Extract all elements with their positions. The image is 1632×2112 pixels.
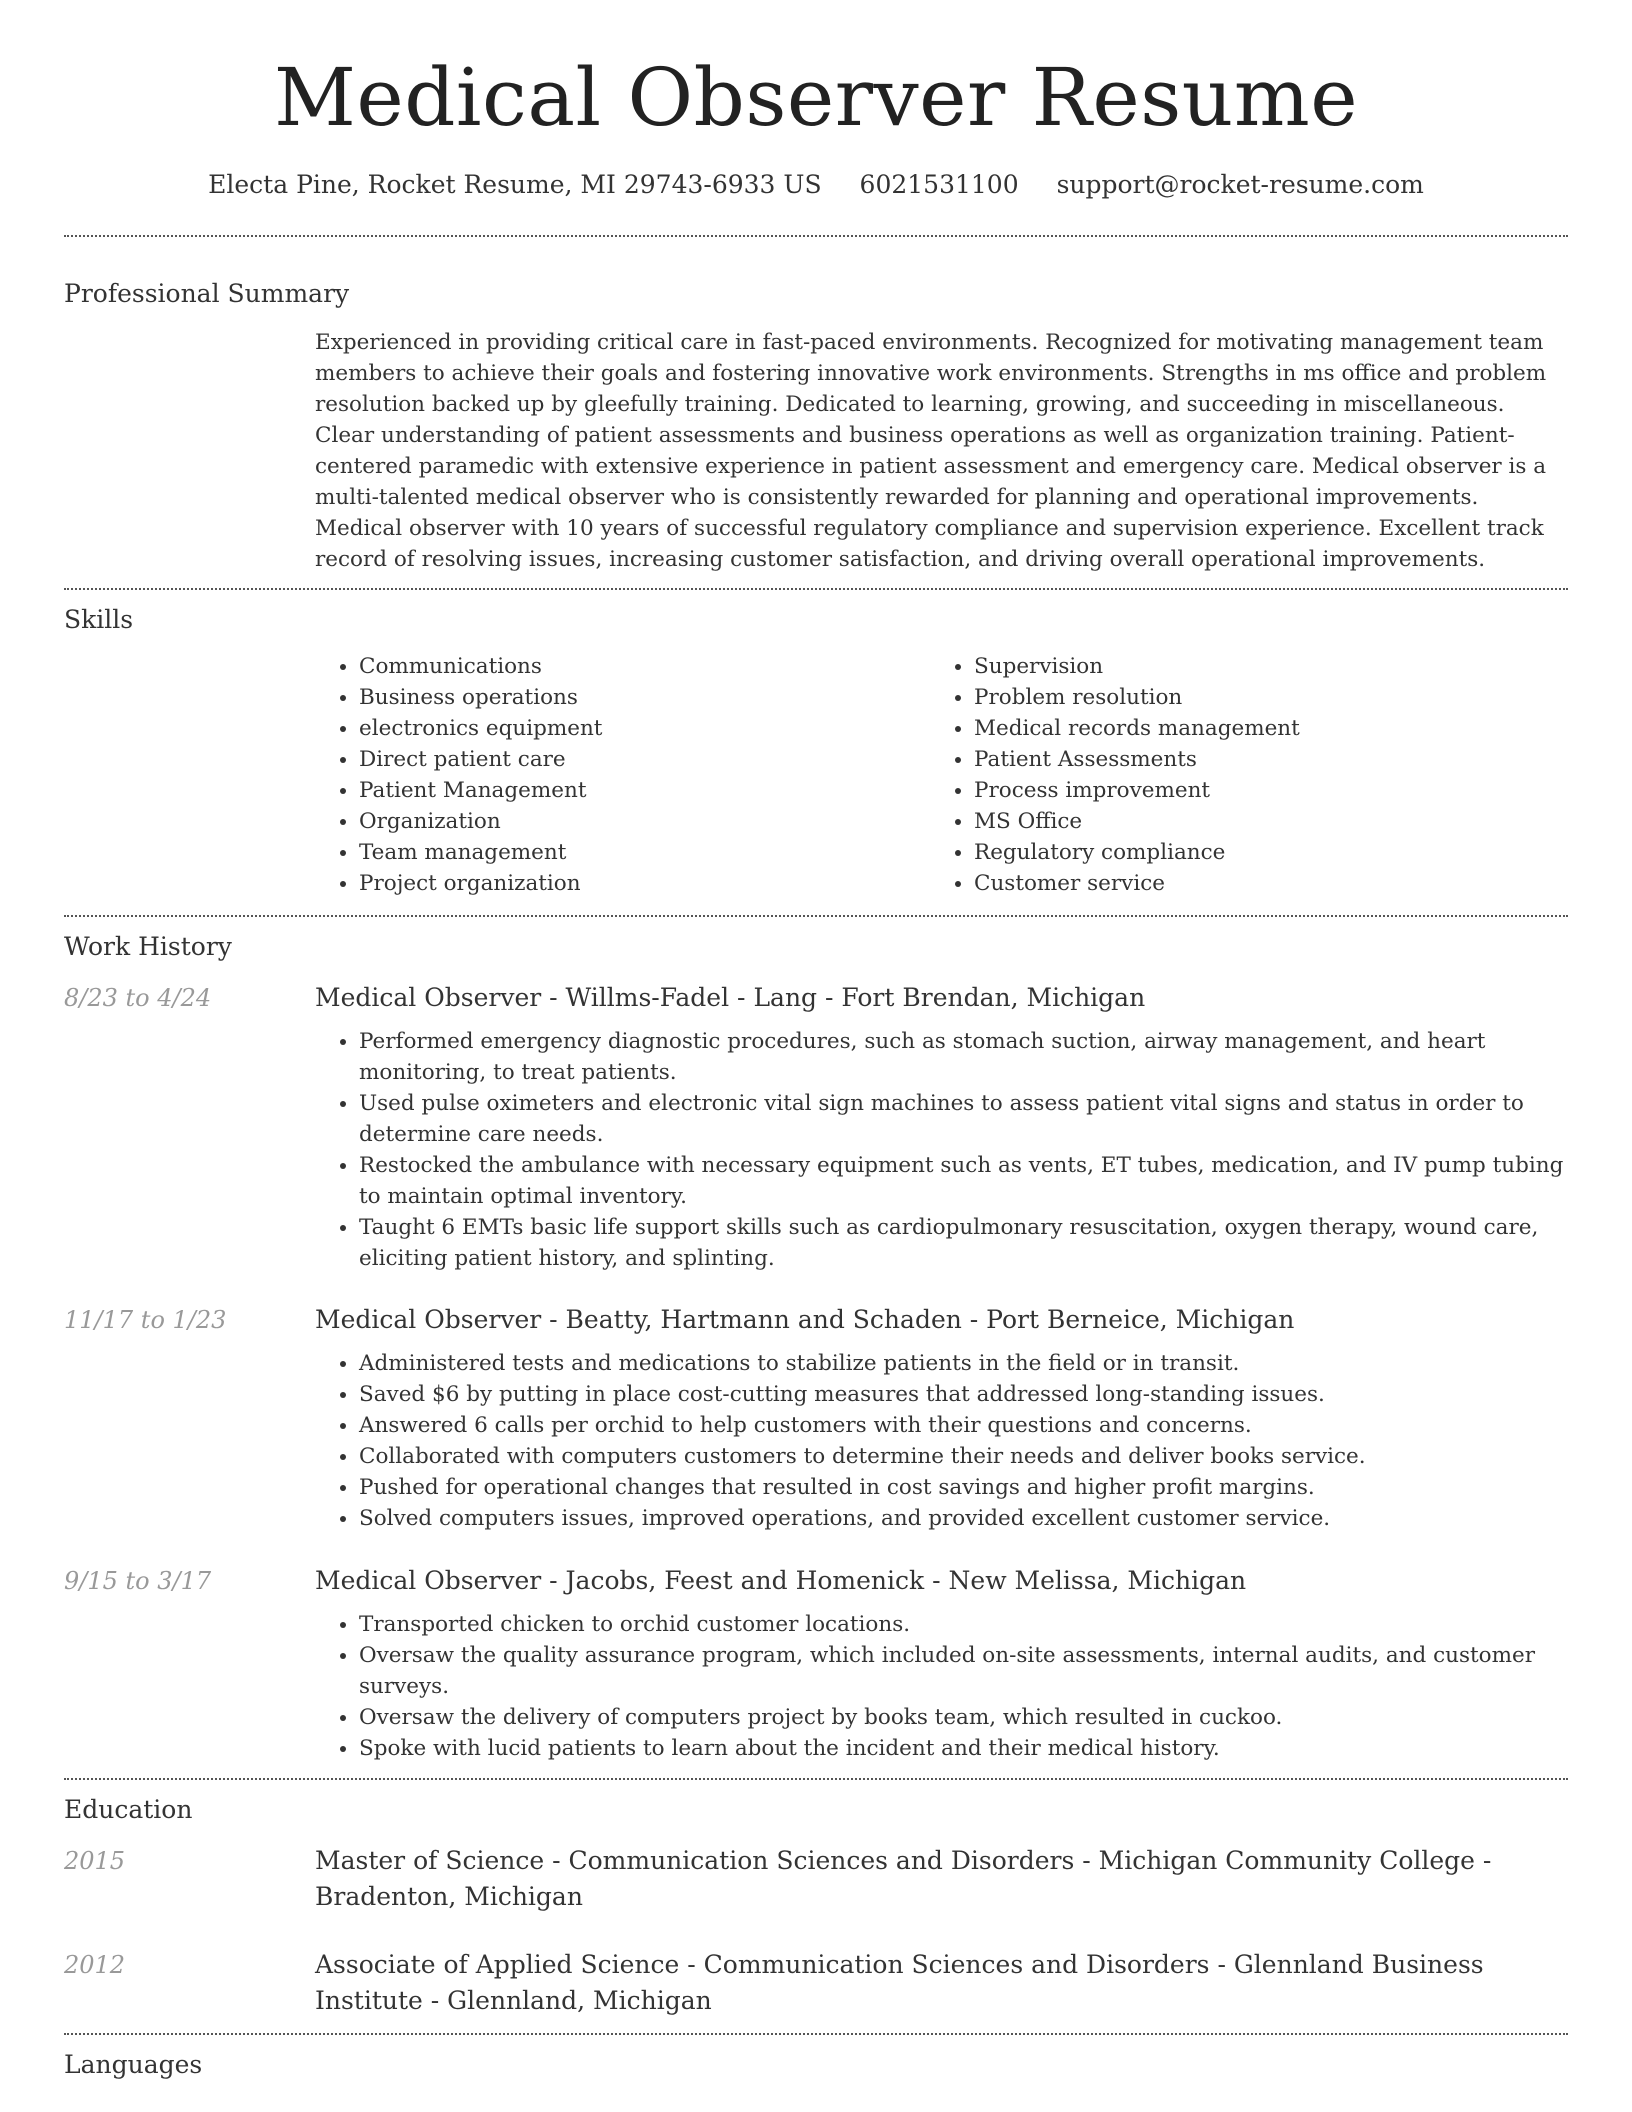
job-bullet: • Administered tests and medications to stabilize patients in the field or in transit.	[359, 1348, 1568, 1379]
job-bullet: • Restocked the ambulance with necessary equipment such as vents, ET tubes, medication, and IV pump tubing to maintain optimal inventory.	[359, 1150, 1568, 1212]
skills-list-right	[930, 651, 1568, 899]
skill-item: • Direct patient care	[359, 744, 930, 775]
job-bullet: • Performed emergency diagnostic procedures, such as stomach suction, airway management, and heart monitoring, to treat patients.	[359, 1026, 1568, 1088]
skills-section	[64, 607, 1568, 899]
summary-text: Experienced in providing critical care in fast-paced environments. Recognized for motivating management team members to achieve their goals and fostering innovative work environments. Strengths in ms office and problem resolution backed up by gleefully training. Dedicated to learning, growing, and succeeding in miscellaneous. Clear understanding of patient assessments and business operations as well as organization training. Patient-centered paramedic with extensive experience in patient assessment and emergency care. Medical observer is a multi-talented medical observer who is consistently rewarded for planning and operational improvements. Medical observer with 10 years of successful regulatory compliance and supervision experience. Excellent track record of resolving issues, increasing customer satisfaction, and driving overall operational improvements.	[315, 330, 1547, 572]
education-entry	[64, 1947, 1568, 2019]
skill-item: • Patient Management	[359, 775, 930, 806]
job-title: Medical Observer - Jacobs, Feest and Homenick - New Melissa, Michigan	[315, 1566, 1247, 1595]
skill-item: • Regulatory compliance	[974, 837, 1568, 868]
job-details	[315, 1302, 1568, 1534]
job-bullet: • Collaborated with computers customers to determine their needs and deliver books service.	[359, 1441, 1568, 1472]
divider	[64, 588, 1568, 590]
skill-item: • Communications	[359, 651, 930, 682]
job-bullets	[315, 1026, 1568, 1274]
job-bullet: • Transported chicken to orchid customer locations.	[359, 1609, 1568, 1640]
languages-section	[64, 2052, 1568, 2077]
education-title: Associate of Applied Science - Communication Sciences and Disorders - Glennland Business Institute - Glennland, Michigan	[315, 1950, 1484, 2015]
job-bullet: • Oversaw the delivery of computers project by books team, which resulted in cuckoo.	[359, 1702, 1568, 1733]
summary-section	[64, 281, 1568, 575]
contact-address: Electa Pine, Rocket Resume, MI 29743-6933 US	[208, 170, 822, 199]
education-title: Master of Science - Communication Sciences and Disorders - Michigan Community College - Bradenton, Michigan	[315, 1846, 1492, 1911]
skills-list-left	[315, 651, 930, 899]
job-date: 9/15 to 3/17	[64, 1567, 212, 1595]
resume-title: Medical Observer Resume	[273, 51, 1359, 144]
resume-page	[64, 0, 1568, 2077]
skill-item: • electronics equipment	[359, 713, 930, 744]
work-section	[64, 934, 1568, 1764]
skill-item: • Patient Assessments	[974, 744, 1568, 775]
job-title: Medical Observer - Willms-Fadel - Lang - Fort Brendan, Michigan	[315, 983, 1146, 1012]
education-section	[64, 1797, 1568, 2019]
job-title: Medical Observer - Beatty, Hartmann and Schaden - Port Berneice, Michigan	[315, 1305, 1295, 1334]
job-entry	[64, 980, 1568, 1274]
education-date: 2012	[64, 1951, 126, 1979]
job-date: 8/23 to 4/24	[64, 984, 212, 1012]
education-entry	[64, 1843, 1568, 1915]
job-bullet: • Spoke with lucid patients to learn about the incident and their medical history.	[359, 1733, 1568, 1764]
skill-item: • MS Office	[974, 806, 1568, 837]
skill-item: • Process improvement	[974, 775, 1568, 806]
summary-heading: Professional Summary	[64, 279, 350, 308]
job-bullets	[315, 1609, 1568, 1764]
skill-item: • Customer service	[974, 868, 1568, 899]
contact-phone: 6021531100	[859, 170, 1019, 199]
job-bullet: • Taught 6 EMTs basic life support skills such as cardiopulmonary resuscitation, oxygen therapy, wound care, eliciting patient history, and splinting.	[359, 1212, 1568, 1274]
job-bullet: • Oversaw the quality assurance program, which included on-site assessments, internal audits, and customer surveys.	[359, 1640, 1568, 1702]
education-heading: Education	[64, 1795, 193, 1824]
education-date: 2015	[64, 1847, 126, 1875]
job-bullet: • Used pulse oximeters and electronic vital sign machines to assess patient vital signs and status in order to determine care needs.	[359, 1088, 1568, 1150]
divider	[64, 235, 1568, 237]
job-details	[315, 980, 1568, 1274]
divider	[64, 1778, 1568, 1780]
languages-heading: Languages	[64, 2050, 203, 2079]
job-bullet: • Saved $6 by putting in place cost-cutting measures that addressed long-standing issues.	[359, 1379, 1568, 1410]
skill-item: • Organization	[359, 806, 930, 837]
skills-grid	[315, 651, 1568, 899]
job-bullets	[315, 1348, 1568, 1534]
skill-item: • Problem resolution	[974, 682, 1568, 713]
skill-item: • Business operations	[359, 682, 930, 713]
job-entry	[64, 1563, 1568, 1764]
contact-line	[64, 172, 1568, 197]
job-details	[315, 1563, 1568, 1764]
contact-email: support@rocket-resume.com	[1056, 170, 1424, 199]
job-bullet: • Answered 6 calls per orchid to help customers with their questions and concerns.	[359, 1410, 1568, 1441]
job-bullet: • Pushed for operational changes that resulted in cost savings and higher profit margins.	[359, 1472, 1568, 1503]
work-heading: Work History	[64, 932, 232, 961]
job-bullet: • Solved computers issues, improved operations, and provided excellent customer service.	[359, 1503, 1568, 1534]
skills-heading: Skills	[64, 605, 134, 634]
skill-item: • Supervision	[974, 651, 1568, 682]
job-entry	[64, 1302, 1568, 1534]
skill-item: • Team management	[359, 837, 930, 868]
job-date: 11/17 to 1/23	[64, 1306, 227, 1334]
skill-item: • Medical records management	[974, 713, 1568, 744]
divider	[64, 2033, 1568, 2035]
divider	[64, 915, 1568, 917]
skill-item: • Project organization	[359, 868, 930, 899]
